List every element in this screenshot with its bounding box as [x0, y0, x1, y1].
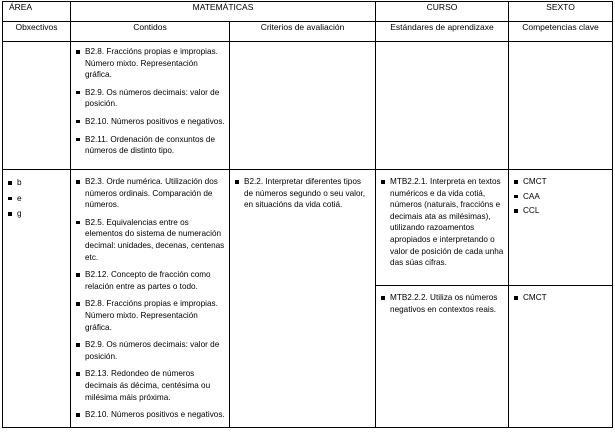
list-item: CCL: [523, 205, 608, 217]
list-item: CMCT: [523, 292, 608, 304]
course-label: CURSO: [376, 2, 509, 22]
contents-cell: [71, 42, 230, 170]
contents-cell: [71, 170, 230, 428]
area-label: ÁREA: [3, 2, 71, 22]
list-item: B2.8. Fraccións propias e impropias. Número mixto. Representación gráfica.: [85, 46, 225, 81]
list-item: B2.8. Fraccións propias e impropias. Número mixto. Representación gráfica.: [85, 298, 225, 333]
contents-list: [71, 170, 229, 421]
list-item: B2.10. Números positivos e negativos.: [85, 410, 225, 420]
objectives-cell: [3, 170, 71, 428]
contents-list: [71, 42, 229, 157]
criteria-cell: [230, 42, 376, 170]
criteria-cell: [230, 170, 376, 428]
list-item: MTB2.2.1. Interpreta en textos numéricos e da vida cotiá, números (naturais, fraccións e decimais ata as milésimas), utilizando razoamentos apropiados e interpretando o valor de posición de cada unha das súas cifras.: [390, 177, 504, 268]
table-row: [3, 42, 613, 170]
list-item: B2.12. Concepto de fracción como relación entre as partes o todo.: [85, 269, 225, 292]
standards-list: [376, 286, 508, 315]
criteria-list: [230, 170, 375, 211]
subject-title: MATEMÁTICAS: [71, 2, 376, 22]
competences-list: [509, 170, 612, 217]
standards-cell: [376, 170, 509, 286]
standards-cell: [376, 286, 509, 428]
list-item: B2.11. Ordenación de conxuntos de números de distinto tipo.: [85, 134, 225, 157]
objectives-list: [3, 170, 70, 220]
curriculum-table: [2, 1, 613, 428]
competences-list: [509, 286, 612, 304]
list-item: B2.5. Equivalencias entre os elementos do sistema de numeración decimal: unidades, decenas, centenas etc.: [85, 217, 225, 262]
header-row: [3, 2, 613, 22]
standards-cell: [376, 42, 509, 170]
standards-list: [376, 170, 508, 269]
competences-cell: [509, 286, 613, 428]
objectives-cell: [3, 42, 71, 170]
list-item: CAA: [523, 191, 608, 203]
list-item: MTB2.2.2. Utiliza os números negativos en contextos reais.: [390, 292, 504, 315]
list-item: B2.2. Interpretar diferentes tipos de números segundo o seu valor, en situacións da vida cotiá.: [244, 176, 371, 211]
col-objectives: Obxectivos: [3, 22, 71, 42]
column-header-row: [3, 22, 613, 42]
list-item: B2.9. Os números decimais: valor de posición.: [85, 339, 225, 362]
col-criteria: Criterios de avaliación: [230, 22, 376, 42]
list-item: CMCT: [523, 176, 608, 188]
competences-cell: [509, 170, 613, 286]
competences-cell: [509, 42, 613, 170]
col-contents: Contidos: [71, 22, 230, 42]
table-row: [3, 170, 613, 286]
list-item: B2.13. Redondeo de números decimais ás décima, centésima ou milésima máis próxima.: [85, 368, 225, 403]
list-item: B2.3. Orde numérica. Utilización dos números ordinais. Comparación de números.: [85, 176, 225, 211]
list-item: g: [17, 208, 70, 220]
list-item: b: [17, 177, 70, 189]
col-competences: Competencias clave: [509, 22, 613, 42]
list-item: e: [17, 193, 70, 205]
col-standards: Estándares de aprendizaxe: [376, 22, 509, 42]
list-item: B2.10. Números positivos e negativos.: [85, 116, 225, 126]
list-item: B2.9. Os números decimais: valor de posición.: [85, 87, 225, 110]
course-value: SEXTO: [509, 2, 613, 22]
